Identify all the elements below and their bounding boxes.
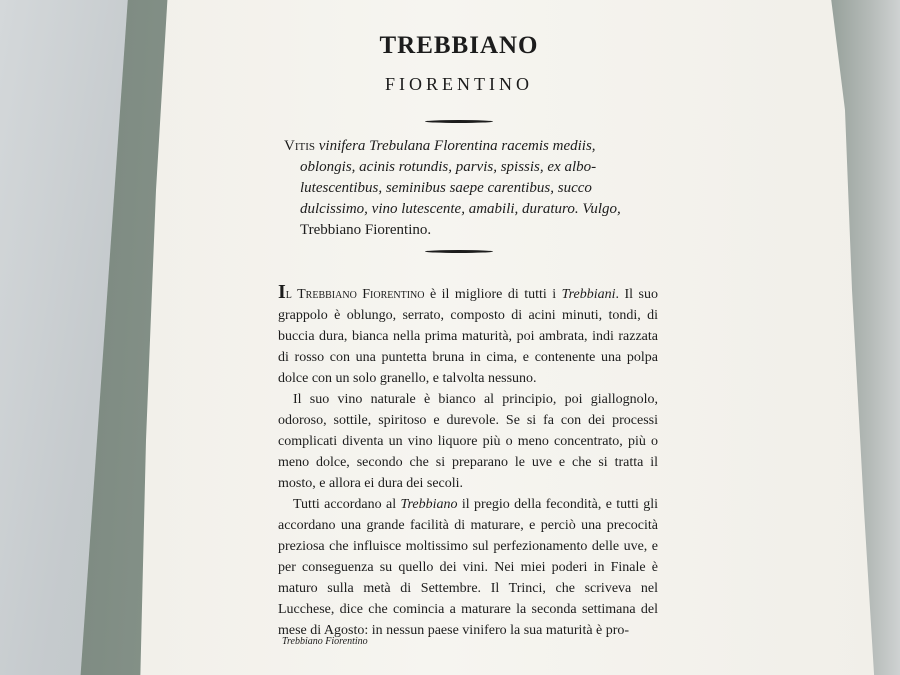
drop-cap: I	[278, 281, 286, 303]
latin-description	[284, 136, 654, 241]
ornamental-rule-bottom	[425, 250, 493, 253]
paragraph-3-text-b: il pregio della fecondità, e tutti gli accordano una grande facilità di maturare, e perciò una precocità preziosa che influisce moltissimo sul perfezionamento delle uve, e per conseguenza su quello dei vini. Nei miei poderi in Finale è maturo sulla metà di Settembre. Il Trinci, che scriveva nel Lucchese, dice che comincia a maturare la seconda settimana del mese di Agosto: in nessun paese vinifero la sua maturità è pro-	[278, 497, 658, 638]
paragraph-1-text-b: . Il suo grappolo è oblungo, serrato, composto di acini minuti, tondi, di buccia dura, bianca nella prima maturità, poi ambrata, indi razzata di rosso con una puntetta bruna in cima, e contenente una polpa dolce con un solo granello, e talvolta nessuno.	[278, 287, 659, 386]
paragraph-1-lead: l Trebbiano Fiorentino	[285, 287, 425, 302]
ornamental-rule-top	[425, 120, 493, 123]
paragraph-3	[278, 494, 658, 641]
paragraph-1-text-a: è il migliore di tutti i	[424, 287, 562, 302]
paragraph-3-italic: Trebbiano	[400, 497, 458, 512]
paragraph-2: Il suo vino naturale è bianco al principio, poi giallognolo, odoroso, sottile, spiritoso e durevole. Se si fa con dei processi complicati diventa un vino liquore più o meno concentrato, più o meno dolce, secondo che si preparano le uve e che si tratta il mosto, e allora ei dura dei secoli.	[278, 392, 658, 491]
latin-text: vinifera Trebulana Florentina racemis mediis, oblongis, acinis rotundis, parvis, spissis, ex albo-lutescentibus, seminibus saepe carentibus, succo dulcissimo, vino lutescente, amabili, duraturo. Vulgo,	[300, 138, 621, 217]
body-text	[278, 282, 658, 641]
latin-lead-word: Vitis	[284, 138, 315, 154]
paragraph-1	[278, 282, 658, 389]
latin-common-name: Trebbiano Fiorentino.	[300, 222, 432, 238]
paragraph-3-text-a: Tutti accordano al	[293, 497, 401, 512]
page-title: TREBBIANO	[379, 32, 539, 59]
paragraph-1-italic: Trebbiani	[561, 287, 616, 302]
page-footer: Trebbiano Fiorentino	[282, 636, 368, 647]
page-subtitle: FIORENTINO	[385, 74, 533, 94]
